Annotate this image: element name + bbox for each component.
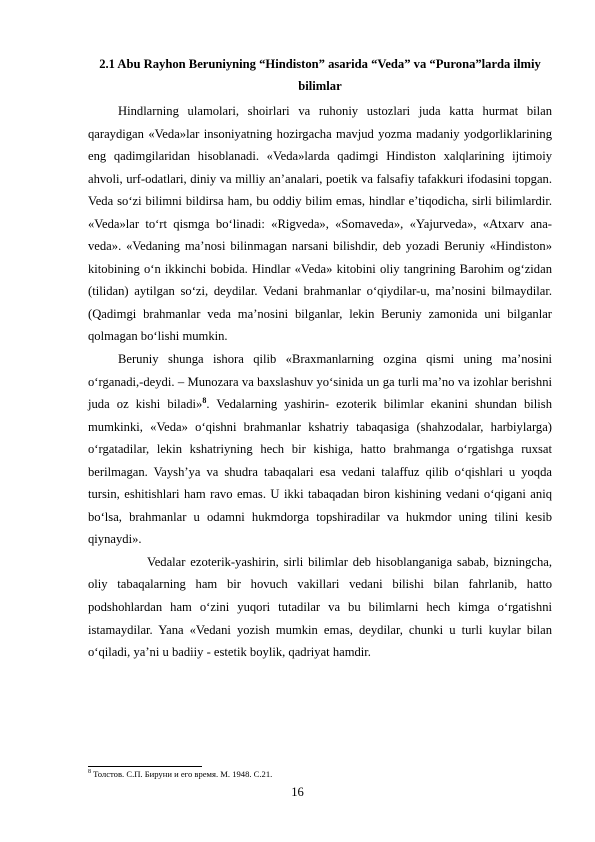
paragraph-3: Vedalar ezoterik-yashirin, sirli bilimlar deb hisoblanganiga sabab, bizningcha, oliy tabaqalarning ham bir hovuch vakillari vedani bilishi bilan fahrlanib, hatto podshohlardan ham o‘zini yuqori tutadilar va bu bilimlarni hech kimga o‘rgatishni istamaydilar. Yana «Vedani yozish mumkin emas, deydilar, chunki u turli kuylar bilan o‘qiladi, ya’ni u badiiy - estetik boylik, qadriyat hamdir. — [88, 554, 552, 660]
paragraph-2 — [88, 348, 552, 551]
paragraph-2-text-after: . Vedalarning yashirin- ezoterik bilimlar ekanini shundan bilish mumkinki, «Veda» o‘qishni brahmanlar kshatriy tabaqasiga (shahzodalar, harbiylarga) o‘rgatadilar, lekin kshatriyning hech bir kishiga, hatto brahmanga o‘rgatishga ruxsat berilmagan. Vaysh’ya va shudra tabaqalari esa vedani talaffuz qilib o‘qishlari u yoqda tursin, eshitishlari ham ravo emas. U ikki tabaqadan biron kishining vedani o‘qigani aniq bo‘lsa, brahmanlar u odamni hukmdorga topshiradilar va hukmdor uning tilini kesib qiynaydi». — [88, 397, 552, 547]
page-number: 16 — [291, 785, 304, 799]
footnote-divider — [88, 766, 202, 767]
footnote-reference[interactable]: 8 — [202, 395, 207, 405]
page-body — [88, 54, 552, 664]
footnote-text: Толстов. С.П. Бируни и его время. М. 1948. С.21. — [91, 769, 273, 779]
footnote — [88, 769, 272, 780]
paragraph-1: Hindlarning ulamolari, shoirlari va ruhoniy ustozlari juda katta hurmat bilan qaraydigan «Veda»lar insoniyatning hozirgacha mavjud yozma madaniy yodgorliklarining eng qadimgilaridan hisoblanadi. «Veda»larda qadimgi Hindiston xalqlarining ijtimoiy ahvoli, urf-odatlari, diniy va milliy an’analari, poetik va falsafiy tafakkuri ifodasini topgan. Veda so‘zi bilimni bildirsa ham, bu oddiy bilim emas, hindlar e’tiqodicha, sirli bilimlardir. «Veda»lar to‘rt qismga bo‘linadi: «Rigveda», «Somaveda», «Yajurveda», «Atxarv ana-veda». «Vedaning ma’nosi bilinmagan narsani bilishdir, deb yozadi Beruniy «Hindiston» kitobining o‘n ikkinchi bobida. Hindlar «Veda» kitobini oliy tangrining Barohim og‘zidan (tilidan) aytilgan so‘zi, deydilar. Vedani brahmanlar o‘qiydilar-u, ma’nosini bilmaydilar. (Qadimgi brahmanlar veda ma’nosini bilganlar, lekin Beruniy zamonida uni bilganlar qolmagan bo‘lishi mumkin. — [88, 104, 552, 344]
paragraph-2-text-before: Beruniy shunga ishora qilib «Braxmanlarning ozgina qismi uning ma’nosini o‘rganadi,-deydi. – Munozara va baxslashuv yo‘sinida un ga turli ma’no va izohlar berishni juda oz kishi biladi» — [88, 352, 552, 412]
section-heading: 2.1 Abu Rayhon Beruniyning “Hindiston” asarida “Veda” va “Purona”larda ilmiy bilimlar — [99, 57, 541, 93]
footnote-number: 8 — [88, 769, 91, 776]
